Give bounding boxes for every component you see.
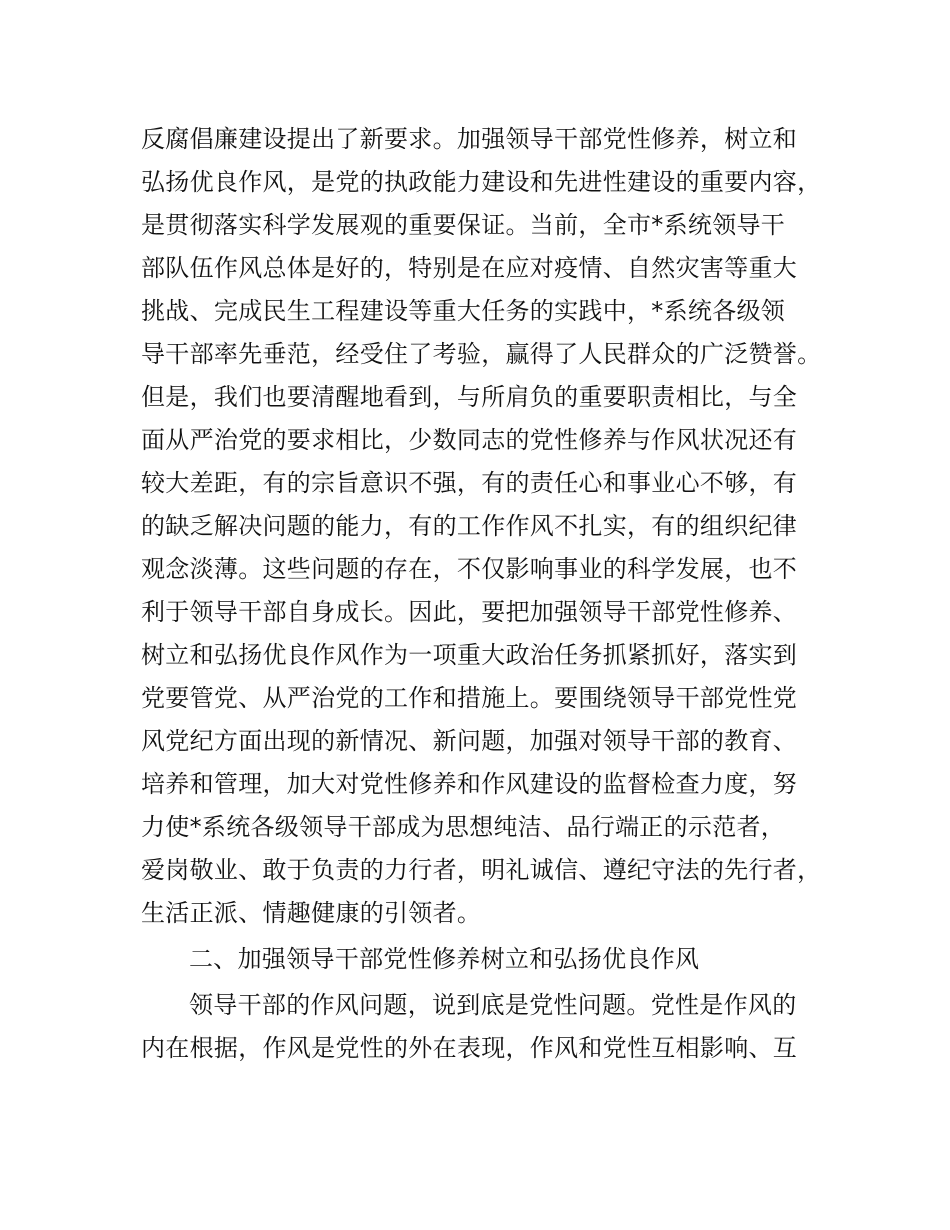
paragraph-line: 部队伍作风总体是好的，特别是在应对疫情、自然灾害等重大 [141, 254, 798, 282]
document-body [141, 118, 841, 1070]
paragraph-line: 面从严治党的要求相比，少数同志的党性修养与作风状况还有 [141, 426, 798, 454]
paragraph-2 [141, 984, 841, 1070]
paragraph-line: 党要管党、从严治党的工作和措施上。要围绕领导干部党性党 [141, 684, 798, 712]
paragraph-line: 反腐倡廉建设提出了新要求。加强领导干部党性修养，树立和 [141, 125, 798, 153]
paragraph-line: 培养和管理，加大对党性修养和作风建设的监督检查力度，努 [141, 770, 798, 798]
paragraph-line: 树立和弘扬优良作风作为一项重大政治任务抓紧抓好，落实到 [141, 641, 798, 669]
paragraph-line: 内在根据，作风是党性的外在表现，作风和党性互相影响、互 [141, 1034, 798, 1062]
paragraph-line: 风党纪方面出现的新情况、新问题，加强对领导干部的教育、 [141, 727, 798, 755]
paragraph-line: 弘扬优良作风，是党的执政能力建设和先进性建设的重要内容， [141, 168, 822, 196]
paragraph-line: 生活正派、情趣健康的引领者。 [141, 899, 482, 927]
paragraph-line: 是贯彻落实科学发展观的重要保证。当前，全市*系统领导干 [141, 211, 786, 239]
paragraph-line: 爱岗敬业、敢于负责的力行者，明礼诚信、遵纪守法的先行者， [141, 856, 822, 884]
paragraph-line: 但是，我们也要清醒地看到，与所肩负的重要职责相比，与全 [141, 383, 798, 411]
paragraph-line: 领导干部的作风问题，说到底是党性问题。党性是作风的 [189, 991, 797, 1019]
section-heading: 二、加强领导干部党性修养树立和弘扬优良作风 [189, 945, 700, 973]
paragraph-line: 挑战、完成民生工程建设等重大任务的实践中，*系统各级领 [141, 297, 786, 325]
paragraph-line: 的缺乏解决问题的能力，有的工作作风不扎实，有的组织纪律 [141, 512, 798, 540]
paragraph-line: 导干部率先垂范，经受住了考验，赢得了人民群众的广泛赞誉。 [141, 340, 822, 368]
paragraph-line: 较大差距，有的宗旨意识不强，有的责任心和事业心不够，有 [141, 469, 798, 497]
paragraph-line: 利于领导干部自身成长。因此，要把加强领导干部党性修养、 [141, 598, 798, 626]
paragraph-1 [141, 118, 841, 935]
paragraph-line: 观念淡薄。这些问题的存在，不仅影响事业的科学发展，也不 [141, 555, 798, 583]
paragraph-line: 力使*系统各级领导干部成为思想纯洁、品行端正的示范者， [141, 813, 786, 841]
